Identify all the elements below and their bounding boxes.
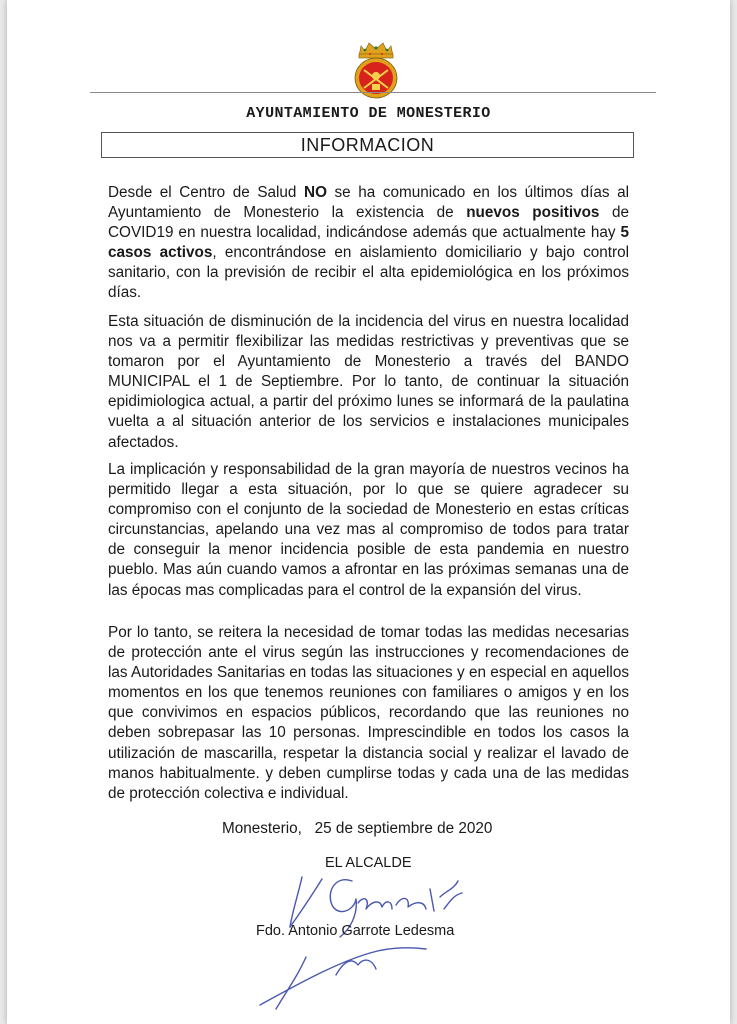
dateline: Monesterio, 25 de septiembre de 2020 — [222, 820, 493, 837]
bold-text: 5 casos activos — [108, 224, 629, 262]
organization-title: AYUNTAMIENTO DE MONESTERIO — [246, 105, 491, 122]
text-run: Desde el Centro de Salud — [108, 184, 305, 201]
text-run: de COVID19 en nuestra localidad, indicándose además que actualmente hay — [108, 204, 630, 242]
header-rule — [90, 92, 656, 93]
text-run: La implicación y responsabilidad de la gran mayoría de nuestros vecinos ha permitido llegar a esta situación, por lo que se quiere agradecer su compromiso con el conjunto de la sociedad de Monesterio en estas críticas circunstancias, apelando una vez mas al compromiso de todos para tratar de conseguir la menor incidencia posible de esta pandemia en nuestro pueblo. Mas aún cuando vamos a afrontar en las próximas semanas una de las épocas mas complicadas para el control de la expansión del virus. — [108, 461, 629, 599]
paragraph-2 — [108, 312, 629, 453]
signer-name: Fdo. Antonio Garrote Ledesma — [256, 923, 455, 939]
text-run: , encontrándose en aislamiento domiciliario y bajo control sanitario, con la previsión de recibir el alta epidemiológica en los próximos días. — [108, 244, 629, 302]
text-run: Por lo tanto, se reitera la necesidad de tomar todas las medidas necesarias de protección ante el virus según las instrucciones y recomendaciones de las Autoridades Sanitarias en todas las situaciones y en especial en aquellos momentos en los que tenemos reuniones con familiares o amigos y en los que convivimos en espacios públicos, recordando que las reuniones no deben sobrepasar las 10 personas. Imprescindible en todos los casos la utilización de mascarilla, respetar la distancia social y realizar el lavado de manos habitualmente. y deben cumplirse todas y cada una de las medidas de protección colectiva e individual. — [108, 624, 629, 802]
paragraph-3 — [108, 460, 629, 601]
section-title-box: INFORMACION — [101, 132, 634, 158]
signatory-role: EL ALCALDE — [325, 855, 412, 871]
text-run: Esta situación de disminución de la incidencia del virus en nuestra localidad nos va a permitir flexibilizar las medidas restrictivas y preventivas que se tomaron por el Ayuntamiento de Monesterio a través del BANDO MUNICIPAL el 1 de Septiembre. Por lo tanto, de continuar la situación epidimiologica actual, a partir del próximo lunes se informará de la paulatina vuelta a al situación anterior de los servicios e instalaciones municipales afectados. — [108, 313, 629, 451]
bold-text: NO — [304, 184, 327, 201]
text-run: se ha comunicado en los últimos días al Ayuntamiento de Monesterio la existencia de — [108, 184, 629, 222]
paragraph-1 — [108, 183, 629, 304]
signature-icon — [240, 865, 480, 1015]
bold-text: nuevos positivos — [466, 204, 600, 222]
paragraph-4 — [108, 623, 629, 804]
coat-of-arms-icon — [350, 40, 402, 100]
